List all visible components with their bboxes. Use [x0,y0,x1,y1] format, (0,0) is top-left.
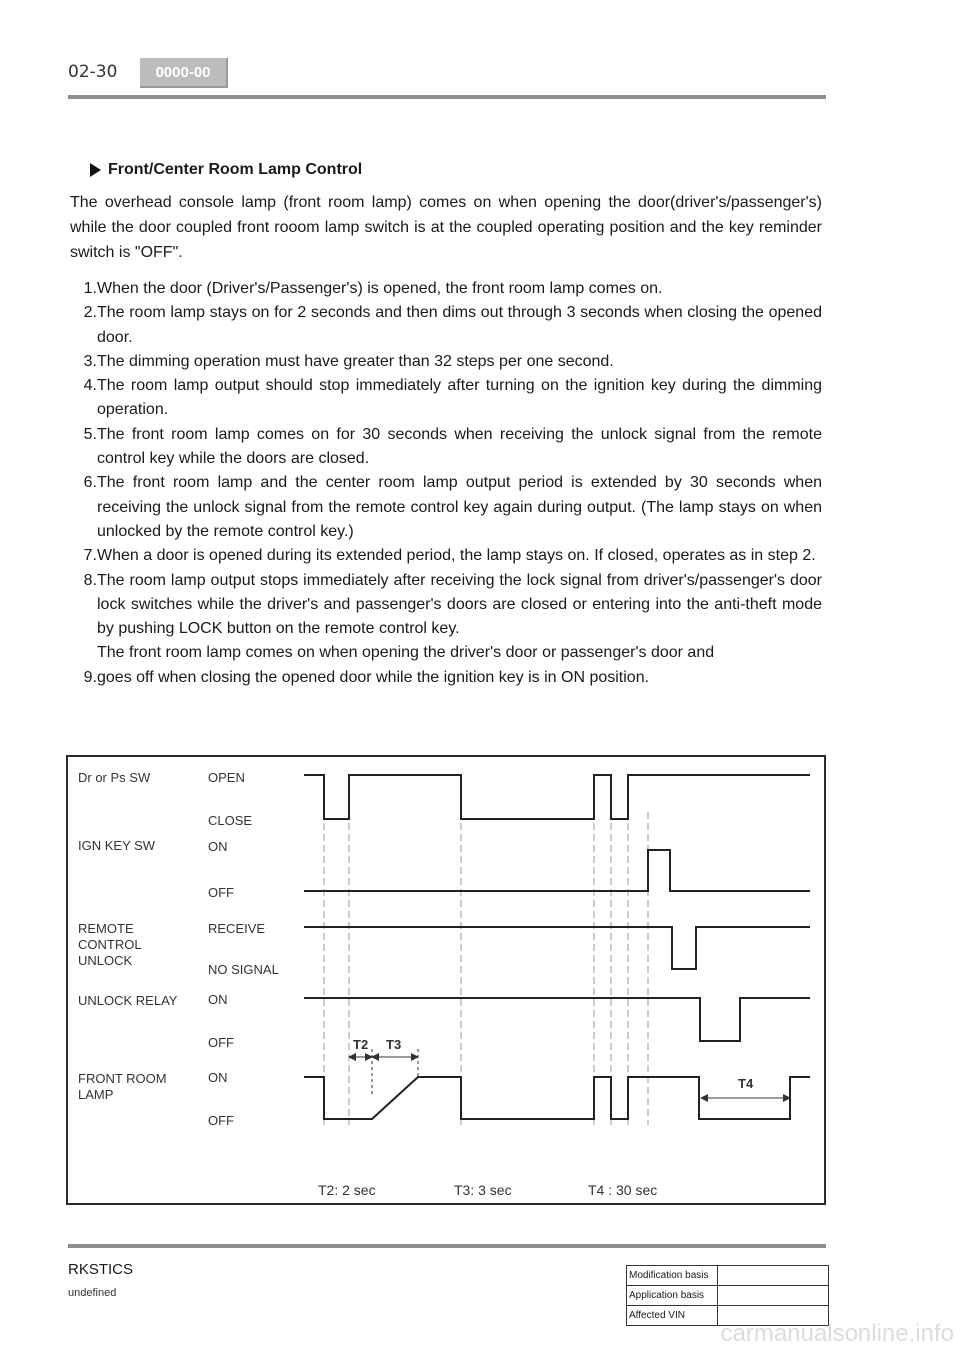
timing-guides [324,812,648,1125]
legend-t4: T4 : 30 sec [588,1182,658,1198]
step-number: 8. [83,571,97,589]
step-text: The dimming operation must have greater than 32 steps per one second. [97,352,614,370]
signal-name-lamp-2: LAMP [78,1087,114,1102]
signal-name-remote-3: UNLOCK [78,953,133,968]
list-item [70,277,822,301]
signal-high-remote: RECEIVE [208,921,266,936]
step-text: The front room lamp and the center room lamp output period is extended by 30 seconds when receiving the unlock signal from the remote control key again during output. (The lamp stays on when unlocked by the remote control key.) [97,474,822,540]
list-item [70,641,822,665]
waveforms [304,775,810,1119]
table-value [718,1286,829,1306]
step-text: When a door is opened during its extended period, the lamp stays on. If closed, operates as in step 2. [97,547,816,565]
table-label: Affected VIN [627,1306,718,1326]
step-number-spacer [70,641,97,665]
waveform-ign-sw [304,850,810,891]
signal-high-relay: ON [208,992,228,1007]
table-row [627,1266,829,1286]
section-title-text: Front/Center Room Lamp Control [108,161,363,178]
step-number: 7. [83,547,97,565]
signal-low-door-sw: CLOSE [208,813,253,828]
steps-list [70,277,822,690]
list-item [70,569,822,642]
step-text: When the door (Driver's/Passenger's) is opened, the front room lamp comes on. [97,280,663,297]
footer-rule [68,1244,826,1248]
triangle-bullet-icon [90,163,101,177]
signal-name-door-sw: Dr or Ps SW [78,770,151,785]
step-text: goes off when closing the opened door while the ignition key is in ON position. [97,668,650,686]
timing-diagram [66,755,826,1205]
step-number: 2. [83,304,97,322]
step-number: 1. [83,280,97,297]
step-text: The front room lamp comes on for 30 seconds when receiving the unlock signal from the remote control key while the doors are closed. [97,425,822,468]
list-item [70,544,822,568]
table-label: Application basis [627,1286,718,1306]
legend-t3: T3: 3 sec [454,1182,512,1198]
table-row [627,1286,829,1306]
step-number: 3. [83,352,97,370]
footer-sub: undefined [68,1287,117,1299]
signal-low-lamp: OFF [208,1113,234,1128]
t2-t3-markers [349,1049,418,1097]
signal-name-ign-sw: IGN KEY SW [78,838,156,853]
table-value [718,1266,829,1286]
list-item [70,374,822,423]
section-title [90,161,362,179]
signal-low-relay: OFF [208,1035,234,1050]
header-rule [68,95,826,99]
footer-model: RKSTICS [68,1261,134,1278]
step-number: 9. [83,668,97,686]
signal-name-remote-1: REMOTE [78,921,134,936]
list-item [70,666,822,690]
modification-table [626,1265,829,1326]
list-item [70,471,822,544]
signal-name-lamp-1: FRONT ROOM [78,1071,167,1086]
list-item [70,423,822,472]
legend-t2: T2: 2 sec [318,1182,376,1198]
signal-name-remote-2: CONTROL [78,937,142,952]
signal-low-ign-sw: OFF [208,885,234,900]
step-number: 4. [83,377,97,395]
step-text: The room lamp output stops immediately after receiving the lock signal from driver's/passenger's door lock switches while the driver's and passenger's doors are closed or entering into the anti-theft mode by pushing LOCK button on the remote control key. [97,571,822,638]
step-text: The room lamp stays on for 2 seconds and then dims out through 3 seconds when closing the opened door. [97,304,822,346]
signal-high-door-sw: OPEN [208,770,245,785]
list-item [70,301,822,350]
intro-paragraph: The overhead console lamp (front room lamp) comes on when opening the door(driver's/passenger's) while the door coupled front rooom lamp switch is at the coupled operating position and the key reminder switch is "OFF". [70,194,822,261]
signal-high-lamp: ON [208,1070,228,1085]
signal-name-relay: UNLOCK RELAY [78,993,178,1008]
waveform-door-sw [304,775,810,819]
signal-high-ign-sw: ON [208,839,228,854]
page-number: 02-30 [68,62,118,82]
list-item [70,350,822,374]
step-number: 5. [83,425,97,443]
t3-label: T3 [386,1037,402,1052]
step-number: 6. [83,474,97,492]
timing-diagram-svg [68,757,824,1203]
code-badge: 0000-00 [140,58,228,88]
t4-label: T4 [738,1076,754,1091]
table-label: Modification basis [627,1266,718,1286]
step-text: The room lamp output should stop immediately after turning on the ignition key during the dimming operation. [97,377,822,419]
waveform-remote [304,927,810,969]
watermark: carmanualsonline.info [720,1320,954,1347]
signal-low-remote: NO SIGNAL [208,962,279,977]
step-lead-text: The front room lamp comes on when opening the driver's door or passenger's door and [97,644,715,662]
t2-label: T2 [353,1037,369,1052]
waveform-relay [304,998,810,1041]
